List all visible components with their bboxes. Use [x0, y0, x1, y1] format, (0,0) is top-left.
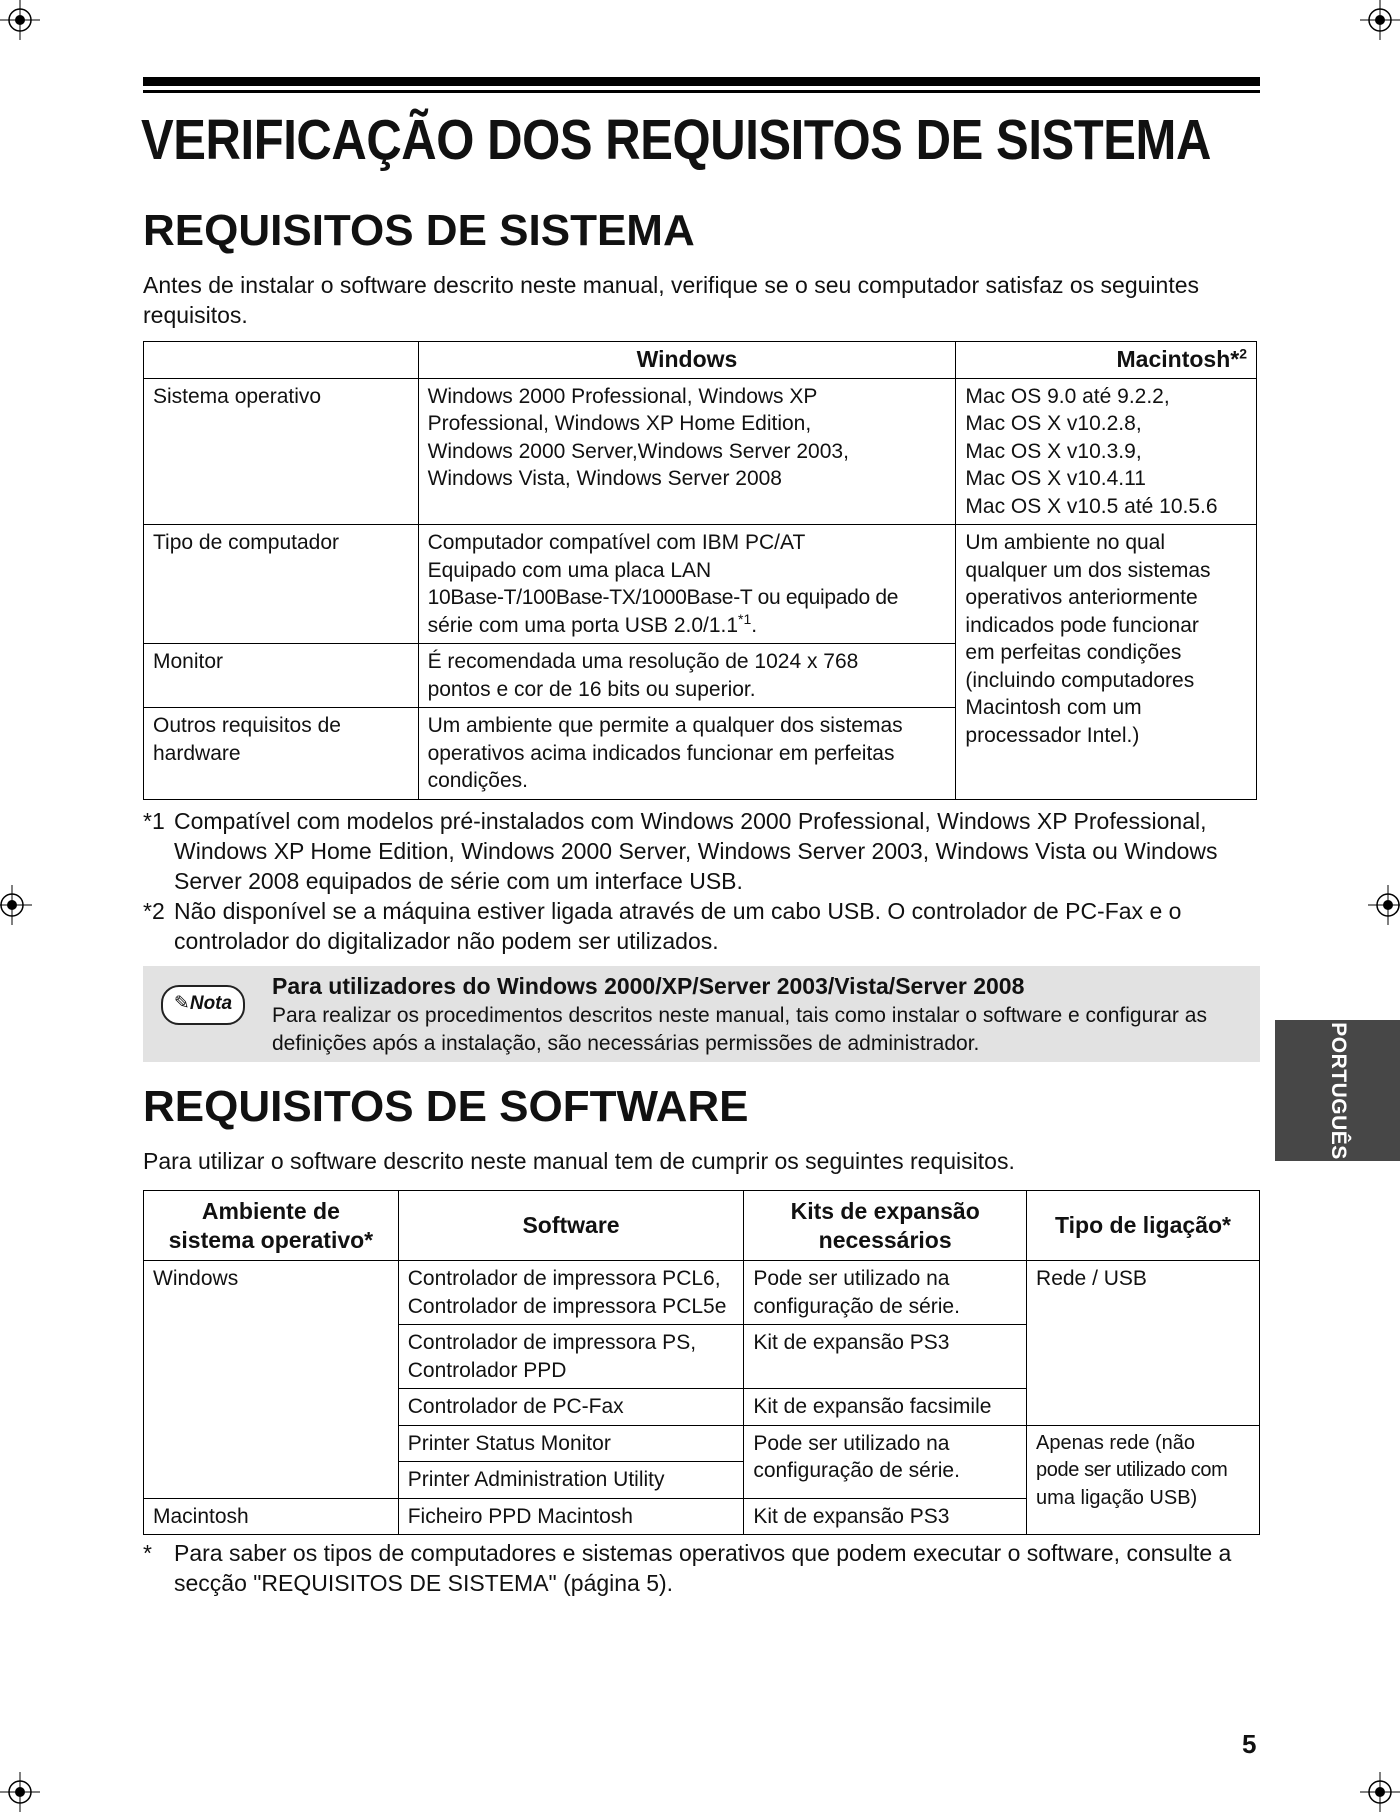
language-tab	[1275, 1020, 1400, 1161]
cell-line: Mac OS 9.0 até 9.2.2,	[965, 384, 1170, 408]
cell-line: Windows 2000 Server,Windows Server 2003,	[427, 439, 849, 463]
software-cell: Printer Administration Utility	[398, 1462, 744, 1499]
software-cell: Printer Status Monitor	[398, 1425, 744, 1462]
note-body: Para realizar os procedimentos descritos neste manual, tais como instalar o software e configurar as definições após a instalação, são necessárias permissões de administrador.	[272, 1004, 1207, 1055]
cell-line: Equipado com uma placa LAN	[427, 558, 712, 582]
cell-line: Mac OS X v10.4.11	[965, 467, 1146, 490]
software-requirements-heading: REQUISITOS DE SOFTWARE	[143, 1082, 749, 1131]
cell-line: Computador compatível com IBM PC/AT	[427, 531, 806, 554]
footnote-text: Para saber os tipos de computadores e sistemas operativos que podem executar o software, consulte a secção "REQUISITOS DE SISTEMA" (página 5).	[174, 1540, 1232, 1596]
software-intro: Para utilizar o software descrito neste manual tem de cumprir os seguintes requisitos.	[143, 1148, 1015, 1174]
footnote-text: Compatível com modelos pré-instalados com Windows 2000 Professional, Windows XP Professional, Windows XP Home Edition, Windows 2000 Server, Windows Server 2003, Windows Vista ou Windows Server 2008 equipados de série com um interface USB.	[174, 808, 1218, 894]
cell-line: em perfeitas condições	[965, 641, 1182, 664]
cell-line: pode ser utilizado com	[1036, 1459, 1228, 1481]
windows-cell	[418, 644, 956, 708]
cell-line: Mac OS X v10.3.9,	[965, 439, 1142, 463]
table-header-empty	[144, 342, 419, 379]
footnote	[143, 1538, 1268, 1598]
cell-line: Controlador de impressora PCL5e	[407, 1294, 727, 1318]
cell-line: 10Base-T/100Base-TX/1000Base-T ou equipado de	[427, 586, 899, 609]
software-requirements-table	[143, 1190, 1260, 1535]
page-number: 5	[1242, 1729, 1257, 1759]
cell-line: uma ligação USB)	[1036, 1486, 1198, 1509]
env-cell: Windows	[144, 1261, 399, 1499]
table-header-mac	[956, 342, 1257, 379]
registration-mark-icon	[0, 1772, 40, 1812]
kit-cell	[744, 1261, 1027, 1325]
page-title: VERIFICAÇÃO DOS REQUISITOS DE SISTEMA	[141, 108, 1211, 172]
footnote-mark: *1	[143, 808, 165, 834]
windows-cell	[418, 708, 956, 800]
system-intro: Antes de instalar o software descrito neste manual, verifique se o seu computador satisfaz os seguintes requisitos.	[143, 272, 1200, 328]
cell-line: Um ambiente que permite a qualquer dos sistemas	[427, 714, 903, 737]
language-tab-label: PORTUGUÊS	[1326, 1021, 1350, 1160]
cell-line: Controlador de impressora PCL6,	[407, 1267, 721, 1290]
cell-line: Windows Vista, Windows Server 2008	[427, 467, 782, 490]
footnote	[143, 806, 1268, 896]
footnote-mark: *2	[143, 898, 165, 924]
note-pencil-icon: ✎Nota	[161, 985, 245, 1025]
table-row	[144, 1261, 1260, 1325]
cell-line: operativos acima indicados funcionar em perfeitas	[427, 741, 895, 765]
row-label: Sistema operativo	[144, 378, 419, 525]
cell-line: Mac OS X v10.2.8,	[965, 412, 1142, 435]
table-header-row	[144, 1191, 1260, 1261]
cell-text: série com uma porta USB 2.0/1.1	[427, 613, 739, 637]
title-rule	[143, 77, 1260, 86]
cell-line: qualquer um dos sistemas	[965, 558, 1211, 582]
header-kits	[744, 1191, 1027, 1261]
header-environment	[144, 1191, 399, 1261]
table-header-windows: Windows	[418, 342, 956, 379]
cell-line: operativos anteriormente	[965, 586, 1198, 609]
footnote-mark: *	[143, 1540, 152, 1566]
mac-cell	[956, 378, 1257, 525]
cell-line	[428, 612, 947, 640]
system-requirements-table	[143, 341, 1257, 800]
system-requirements-heading: REQUISITOS DE SISTEMA	[143, 206, 695, 255]
cell-line: Windows 2000 Professional, Windows XP	[427, 384, 818, 408]
header-line: Kits de expansão	[790, 1197, 980, 1224]
header-connection: Tipo de ligação*	[1027, 1191, 1260, 1261]
kit-cell	[744, 1425, 1027, 1498]
mac-cell	[956, 525, 1257, 800]
software-cell	[398, 1325, 744, 1389]
note-badge-label: Nota	[189, 993, 233, 1014]
software-cell	[398, 1261, 744, 1325]
cell-line: É recomendada uma resolução de 1024 x 768	[427, 650, 859, 673]
cell-line: condições.	[427, 769, 528, 792]
connection-cell	[1027, 1425, 1260, 1535]
cell-line: Pode ser utilizado na	[753, 1267, 950, 1290]
footnote-text: Não disponível se a máquina estiver ligada através de um cabo USB. O controlador de PC-Fax e o controlador do digitalizador não podem ser utilizados.	[174, 898, 1182, 954]
cell-line: Mac OS X v10.5 até 10.5.6	[965, 494, 1218, 518]
registration-mark-icon	[0, 885, 32, 925]
kit-cell: Kit de expansão PS3	[744, 1498, 1027, 1535]
footnote-ref: 2	[1239, 345, 1247, 362]
cell-line: configuração de série.	[753, 1294, 960, 1318]
header-line: necessários	[818, 1226, 952, 1253]
cell-line: Apenas rede (não	[1036, 1431, 1196, 1454]
cell-text: .	[751, 613, 758, 637]
table-row	[144, 525, 1257, 644]
header-software: Software	[398, 1191, 744, 1261]
cell-line: pontos e cor de 16 bits ou superior.	[427, 677, 756, 701]
cell-line: configuração de série.	[753, 1459, 960, 1482]
cell-line: Professional, Windows XP Home Edition,	[427, 412, 812, 435]
software-cell: Controlador de PC-Fax	[398, 1389, 744, 1426]
connection-cell: Rede / USB	[1027, 1261, 1260, 1426]
note-title: Para utilizadores do Windows 2000/XP/Server 2003/Vista/Server 2008	[272, 973, 1025, 999]
windows-cell	[418, 378, 956, 525]
header-line: Ambiente de	[201, 1197, 340, 1224]
cell-line: Pode ser utilizado na	[753, 1431, 950, 1455]
footnote-ref: *1	[738, 610, 752, 627]
cell-line: (incluindo computadores	[965, 668, 1195, 692]
cell-line: processador Intel.)	[965, 723, 1140, 747]
table-header-row	[144, 342, 1257, 379]
cell-line: Controlador PPD	[407, 1358, 567, 1382]
header-line: sistema operativo*	[168, 1226, 374, 1253]
software-cell: Ficheiro PPD Macintosh	[398, 1498, 744, 1535]
kit-cell: Kit de expansão facsimile	[744, 1389, 1027, 1426]
env-cell: Macintosh	[144, 1498, 399, 1535]
cell-line: Controlador de impressora PS,	[407, 1331, 697, 1354]
registration-mark-icon	[1360, 1772, 1400, 1812]
row-label: Monitor	[144, 644, 419, 708]
kit-cell: Kit de expansão PS3	[744, 1325, 1027, 1389]
cell-line: Um ambiente no qual	[965, 531, 1166, 554]
registration-mark-icon	[1360, 0, 1400, 40]
footnote	[143, 896, 1268, 956]
note-box	[143, 966, 1260, 1062]
row-label: Outros requisitos de hardware	[144, 708, 419, 800]
title-rule	[143, 90, 1260, 93]
registration-mark-icon	[0, 0, 40, 40]
mac-header-label: Macintosh*	[1116, 346, 1240, 372]
windows-cell	[418, 525, 956, 644]
cell-line: Macintosh com um	[965, 696, 1142, 719]
cell-line: indicados pode funcionar	[965, 613, 1199, 637]
registration-mark-icon	[1368, 885, 1400, 925]
table-row	[144, 378, 1257, 525]
row-label: Tipo de computador	[144, 525, 419, 644]
